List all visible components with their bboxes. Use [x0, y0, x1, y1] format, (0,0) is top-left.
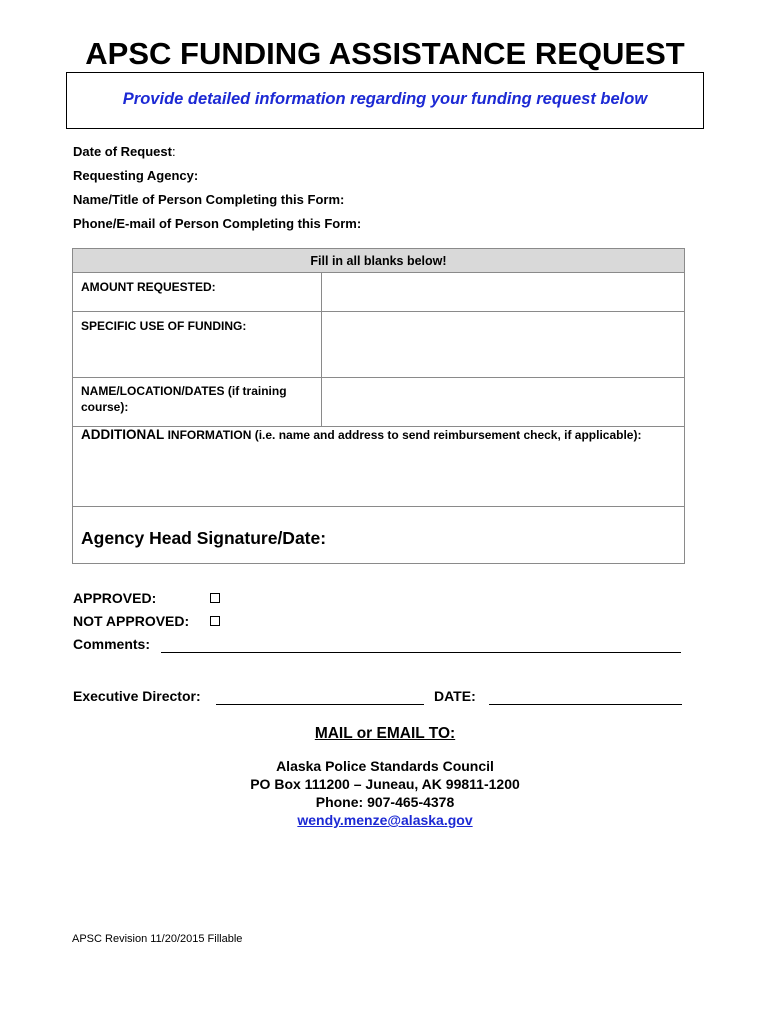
specific-use-label: SPECIFIC USE OF FUNDING:	[81, 319, 247, 333]
course-details-input[interactable]	[323, 378, 682, 426]
executive-director-input[interactable]	[216, 689, 424, 705]
additional-info-label-lead: ADDITIONAL	[81, 427, 165, 442]
approved-label: APPROVED:	[73, 590, 157, 606]
date-of-request-label: Date of Request	[73, 144, 172, 159]
date-of-request-colon: :	[171, 144, 176, 159]
additional-info-input[interactable]	[75, 445, 682, 505]
phone-email-label: Phone/E-mail of Person Completing this Form:	[73, 216, 362, 231]
agency-head-signature-label: Agency Head Signature/Date:	[81, 528, 327, 548]
email-link[interactable]: wendy.menze@alaska.gov	[297, 812, 473, 828]
course-details-label-line2: course):	[81, 400, 129, 414]
specific-use-input[interactable]	[323, 312, 682, 377]
table-header: Fill in all blanks below!	[73, 249, 684, 273]
email-link-row	[0, 812, 770, 828]
agency-head-signature-input[interactable]	[75, 507, 682, 563]
requesting-agency-field[interactable]	[73, 168, 198, 183]
comments-label: Comments:	[73, 636, 151, 652]
organization-name: Alaska Police Standards Council	[276, 758, 494, 774]
course-details-label	[81, 383, 287, 415]
date-of-request-field[interactable]	[73, 144, 176, 159]
phone-email-field[interactable]	[73, 216, 361, 231]
instructions-box	[66, 72, 704, 129]
name-title-field[interactable]	[73, 192, 344, 207]
mailing-address: PO Box 111200 – Juneau, AK 99811-1200	[250, 776, 520, 792]
name-title-label: Name/Title of Person Completing this Form:	[73, 192, 345, 207]
date-label: DATE:	[434, 688, 476, 704]
date-input[interactable]	[489, 689, 682, 705]
executive-director-label: Executive Director:	[73, 688, 201, 704]
approved-checkbox[interactable]	[210, 593, 220, 603]
mail-heading: MAIL or EMAIL TO:	[314, 725, 456, 742]
column-divider	[321, 273, 322, 427]
amount-requested-input[interactable]	[323, 273, 682, 311]
requesting-agency-label: Requesting Agency:	[73, 168, 199, 183]
funding-details-table	[72, 248, 685, 564]
comments-input[interactable]	[161, 637, 681, 653]
additional-info-label-rest: INFORMATION (i.e. name and address to send reimbursement check, if applicable):	[167, 428, 642, 442]
not-approved-checkbox[interactable]	[210, 616, 220, 626]
amount-requested-label: AMOUNT REQUESTED:	[81, 280, 216, 294]
additional-info-label	[81, 427, 641, 442]
page-title: APSC FUNDING ASSISTANCE REQUEST	[85, 36, 685, 71]
not-approved-label: NOT APPROVED:	[73, 613, 190, 629]
course-details-label-line1: NAME/LOCATION/DATES (if training	[81, 384, 287, 398]
phone-number: Phone: 907-465-4378	[315, 794, 455, 810]
instructions-text: Provide detailed information regarding your funding request below	[122, 90, 648, 108]
revision-footer: APSC Revision 11/20/2015 Fillable	[72, 933, 243, 945]
